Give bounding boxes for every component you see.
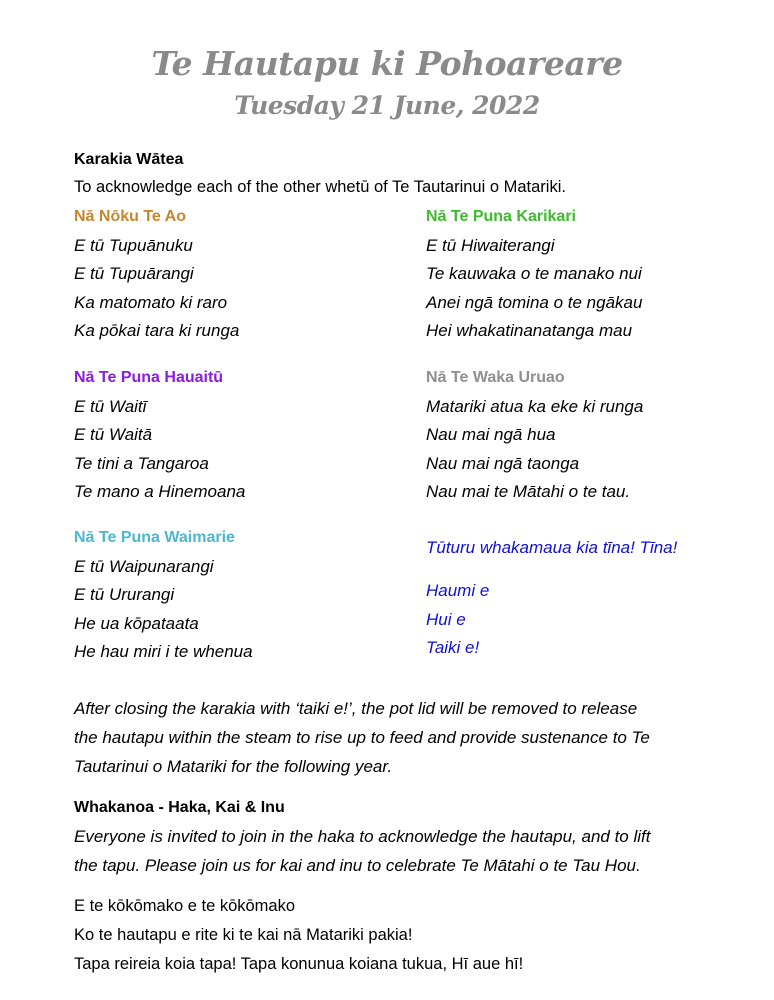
intro-text: To acknowledge each of the other whetū of Te Tautarinui o Matariki. <box>74 178 566 196</box>
closing-line: Hui e <box>426 609 466 629</box>
whakanoa-paragraph <box>74 822 714 880</box>
verse-line: He hau miri i te whenua <box>74 642 253 661</box>
verse-karikari <box>426 207 642 341</box>
closing-tuturu: Tūturu whakamaua kia tīna! Tīna! <box>426 538 678 557</box>
verse-line: E tū Waitī <box>74 396 147 416</box>
paragraph-line: the tapu. Please join us for kai and inu to celebrate Te Mātahi o te Tau Hou. <box>74 856 641 875</box>
verse-line: Te tini a Tangaroa <box>74 453 209 473</box>
paragraph-line: Tautarinui o Matariki for the following year. <box>74 757 393 776</box>
verse-line: E tū Tupuārangi <box>74 264 194 283</box>
verse-line: E tū Tupuānuku <box>74 235 193 255</box>
verse-line: Matariki atua ka eke ki runga <box>426 396 644 416</box>
chant <box>74 892 714 979</box>
verse-line: Te mano a Hinemoana <box>74 482 246 501</box>
whakanoa-heading: Whakanoa - Haka, Kai & Inu <box>74 799 285 816</box>
chant-line: Tapa reireia koia tapa! Tapa konunua koiana tukua, Hī aue hī! <box>74 955 524 973</box>
verse-line: Nau mai ngā hua <box>426 425 556 444</box>
intro-heading: Karakia Wātea <box>74 151 184 168</box>
paragraph-line: Everyone is invited to join in the haka to acknowledge the hautapu, and to lift <box>74 827 651 846</box>
verse-line: Anei ngā tomina o te ngākau <box>426 292 643 312</box>
verse-line: Nau mai ngā taonga <box>426 453 580 473</box>
closing-line: Haumi e <box>426 581 490 600</box>
verse-heading: Nā Te Puna Waimarie <box>74 529 235 546</box>
verse-heading: Nā Nōku Te Ao <box>74 208 187 225</box>
verse-line: E tū Ururangi <box>74 585 175 604</box>
verse-heading: Nā Te Puna Hauaitū <box>74 369 224 386</box>
verse-hauaitu <box>74 368 245 502</box>
verse-line: Ka pōkai tara ki runga <box>74 321 240 340</box>
verse-waimarie <box>74 528 253 662</box>
verse-line: Te kauwaka o te manako nui <box>426 264 642 283</box>
verse-heading: Nā Te Waka Uruao <box>426 369 565 386</box>
closing-line: Taiki e! <box>426 638 480 657</box>
closing-verse <box>426 538 677 658</box>
after-paragraph <box>74 694 714 781</box>
verse-line: E tū Hiwaiterangi <box>426 235 555 255</box>
verse-waka <box>426 368 643 502</box>
verse-line: Ka matomato ki raro <box>74 292 228 312</box>
event-date: Tuesday 21 June, 2022 <box>234 91 540 120</box>
page-title: Te Hautapu ki Pohoareare <box>151 44 623 83</box>
verse-line: Hei whakatinanatanga mau <box>426 321 633 340</box>
verse-line: Nau mai te Mātahi o te tau. <box>426 482 631 501</box>
chant-line: Ko te hautapu e rite ki te kai nā Matariki pakia! <box>74 926 413 944</box>
verse-line: E tū Waitā <box>74 425 153 444</box>
verse-line: E tū Waipunarangi <box>74 556 214 576</box>
paragraph-line: the hautapu within the steam to rise up to feed and provide sustenance to Te <box>74 728 650 747</box>
chant-line: E te kōkōmako e te kōkōmako <box>74 897 296 915</box>
paragraph-line: After closing the karakia with ‘taiki e!’, the pot lid will be removed to release <box>74 699 638 718</box>
verse-line: He ua kōpataata <box>74 613 199 633</box>
verse-noku <box>74 207 239 341</box>
verse-heading: Nā Te Puna Karikari <box>426 208 576 225</box>
